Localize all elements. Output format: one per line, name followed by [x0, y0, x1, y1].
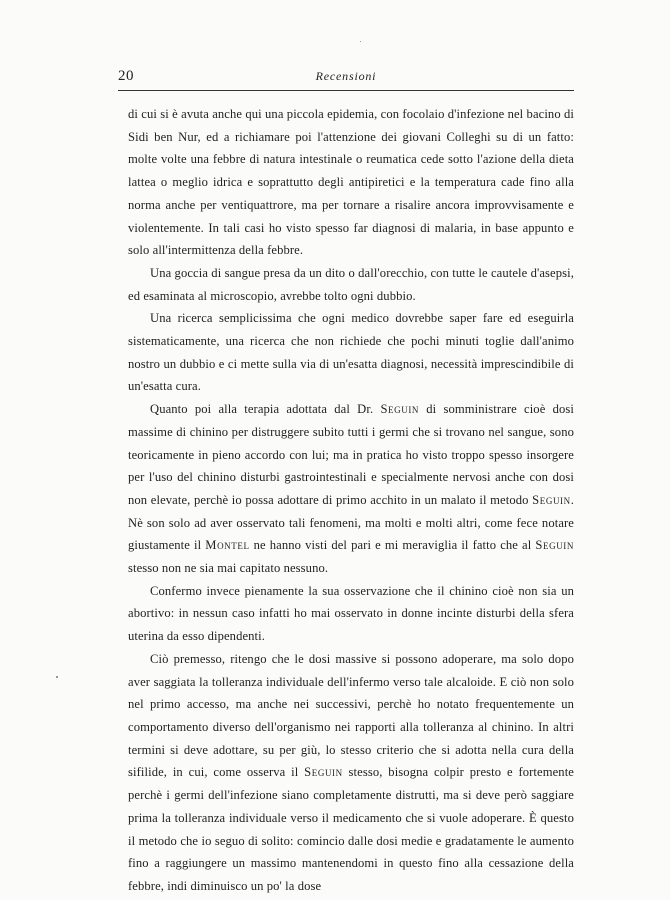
paragraph-6-text: Ciò premesso, ritengo che le dosi massive si possono adoperare, ma solo dopo aver saggiata la tolleranza individuale dell'infermo verso tale alcaloide. E ciò non solo nel primo accesso, ma anche nei successivi, perchè ho notato frequentemente un comportamento diverso dell'organismo nei rapporti alla tolleranza al chinino. In altri termini si deve adottare, su per giù, lo stesso criterio che si adotta nella cura della sifilide, in cui, come osserva il [128, 651, 574, 780]
paragraph-2: Una goccia di sangue presa da un dito o dall'orecchio, con tutte le cautele d'asepsi, ed esaminata al microscopio, avrebbe tolto ogni dubbio. [128, 265, 574, 303]
scan-speck [360, 41, 361, 42]
paragraph-6 [128, 648, 574, 898]
author-name-seguin: Seguin [532, 492, 571, 507]
paragraph-4-text: di somministrare cioè dosi massime di chinino per distruggere subito tutti i germi che si trovano nel sangue, sono teoricamente in pieno accordo con lui; ma in pratica ho visto troppo spesso insorgere per l'uso del chinino disturbi gastrointestinali e specialmente nervosi anche con dosi non elevate, perchè io possa adottare di primo acchito in un malato il metodo [128, 402, 574, 507]
author-name-seguin: Seguin [304, 765, 343, 780]
page-header [118, 68, 574, 88]
paragraph-4 [128, 398, 574, 580]
paragraph-4-text: stesso non ne sia mai capitato nessuno. [128, 561, 329, 576]
paragraph-6-text: stesso, bisogna colpir presto e fortemente perchè i germi dell'infezione siano completamente distrutti, ma si deve però saggiare prima la tolleranza individuale verso il medicamento che si vuole adoperare. È questo il metodo che io seguo di solito: comincio dalle dosi medie e gradatamente le aumento fino a raggiungere un massimo mantenendomi in questo fino alla cessazione della febbre, indi diminuisco un po' la dose [128, 765, 574, 893]
body-text [128, 103, 574, 898]
author-name-seguin: Seguin [380, 402, 420, 417]
page-number: 20 [118, 68, 134, 84]
paragraph-4-text: . Nè son solo ad aver osservato tali fenomeni, ma molti e molti altri, come fece notare giustamente il [128, 492, 574, 553]
header-rule [118, 90, 574, 91]
author-name-seguin: Seguin [535, 538, 574, 553]
paragraph-1: di cui si è avuta anche qui una piccola epidemia, con focolaio d'infezione nel bacino di Sidi ben Nur, ed a richiamare poi l'attenzione dei giovani Colleghi su di un fatto: molte volte una febbre di natura intestinale o reumatica cede sotto l'azione della dieta lattea o meglio idrica e soprattutto degli antipiretici e la temperatura cade fino alla norma anche per ventiquattrore, ma per tornare a risalire ancora improvvisamente e violentemente. In tali casi ho visto spesso far diagnosi di malaria, in base appunto e solo all'intermittenza della febbre. [128, 107, 574, 258]
paragraph-4-text: ne hanno visti del pari e mi meraviglia il fatto che al [249, 538, 536, 553]
paragraph-5: Confermo invece pienamente la sua osservazione che il chinino cioè non sia un abortivo: in nessun caso infatti ho mai osservato in donne incinte disturbi della sfera uterina da esso dipendenti. [128, 583, 574, 644]
running-title: Recensioni [315, 69, 377, 83]
scan-speck [56, 676, 58, 678]
author-name-montel: Montel [205, 538, 250, 553]
paragraph-3: Una ricerca semplicissima che ogni medico dovrebbe saper fare ed eseguirla sistematicamente, una ricerca che non richiede che pochi minuti toglie dall'animo nostro un dubbio e ci mette sulla via di un'esatta diagnosi, necessità imprescindibile di un'esatta cura. [128, 311, 574, 394]
paragraph-4-text: Quanto poi alla terapia adottata dal Dr. [150, 402, 381, 417]
